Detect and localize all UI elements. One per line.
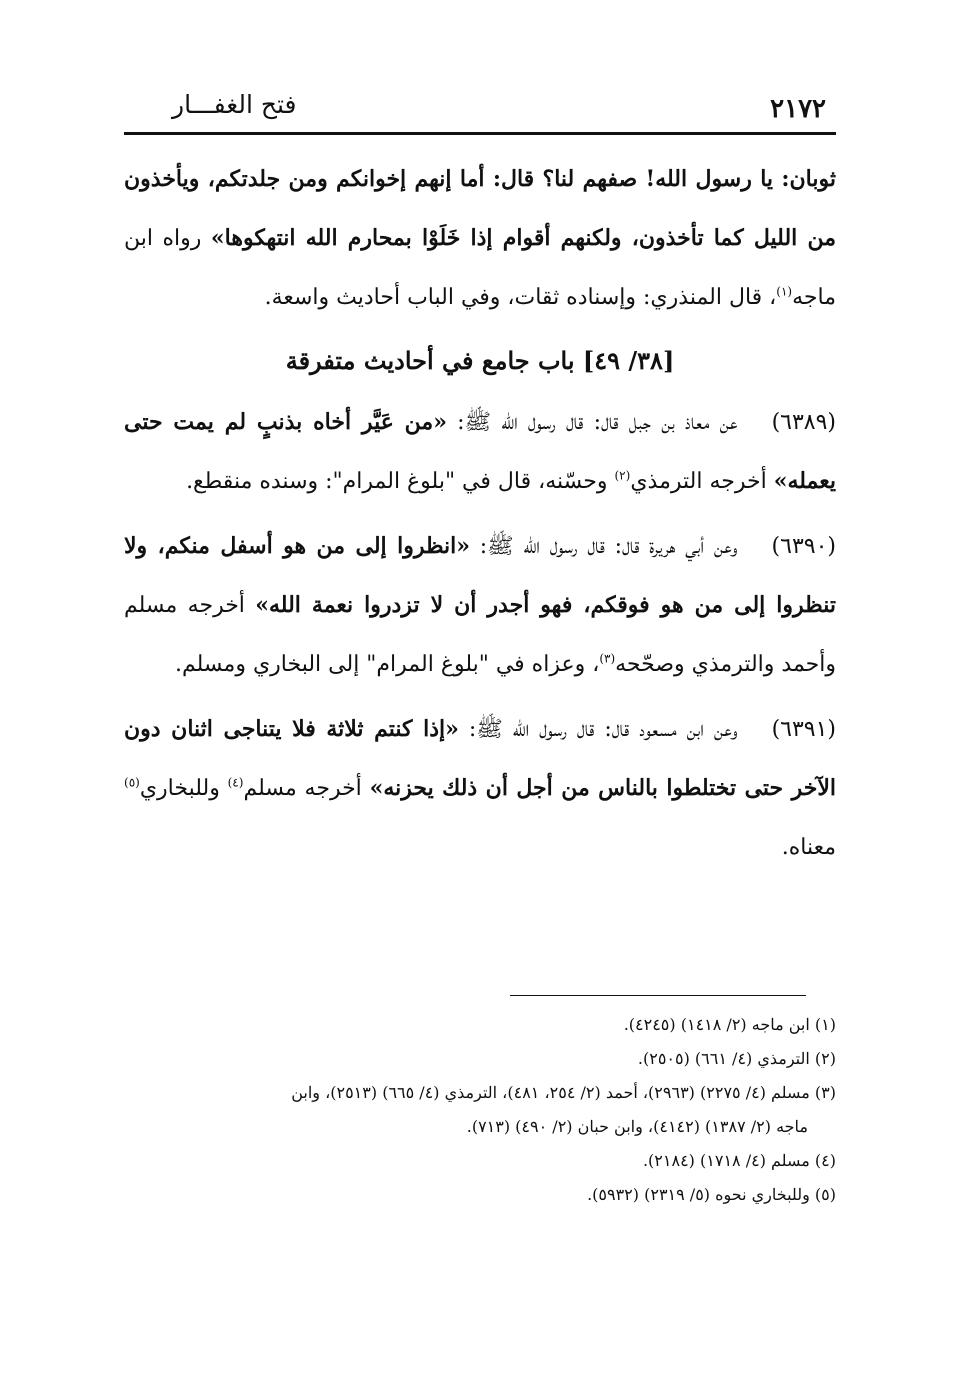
chapter-heading: [٣٨/ ٤٩] باب جامع في أحاديث متفرقة — [285, 346, 675, 375]
text-run: وعن ابن مسعود قال: قال رسول الله ﷺ: — [458, 717, 738, 742]
footnote-3 — [124, 1076, 836, 1144]
hadith-number: (٦٣٩٠) — [771, 534, 836, 559]
footnote-ref: (١) — [776, 284, 793, 299]
hadith-6391 — [124, 700, 836, 877]
text-run: أخرجه مسلم وأحمد والترمذي وصحّحه — [124, 593, 836, 677]
text-run: وللبخاري — [139, 776, 228, 801]
footnote-ref: (٣) — [599, 651, 616, 666]
text-run: معناه. — [781, 835, 836, 860]
paragraph-continuation — [124, 150, 836, 327]
footnote-ref: (٤) — [227, 775, 244, 790]
footnote-4: (٤) مسلم (٤/ ١٧١٨) (٢١٨٤). — [642, 1151, 836, 1170]
hadith-6389 — [124, 393, 836, 511]
text-run: عن معاذ بن جبل قال: قال رسول الله ﷺ: — [446, 410, 738, 435]
text-run: وحسّنه، قال في "بلوغ المرام": وسنده منقطع. — [186, 469, 615, 494]
text-run: وعن أبي هريرة قال: قال رسول الله ﷺ: — [470, 534, 738, 559]
footnote-1: (١) ابن ماجه (٢/ ١٤١٨) (٤٢٤٥). — [623, 1015, 836, 1034]
main-text — [124, 150, 836, 877]
page-number: ٢١٧٢ — [770, 94, 826, 124]
hadith-6390 — [124, 517, 836, 694]
text-run: أخرجه مسلم — [243, 776, 370, 801]
footnote-ref: (٢) — [614, 468, 631, 483]
hadith-quote: «إذا كنتم ثلاثة فلا يتناجى اثنان دون الآخر حتى تختلطوا بالناس من أجل أن ذلك يحزنه» — [124, 716, 836, 801]
footnote-5: (٥) وللبخاري نحوه (٥/ ٢٣١٩) (٥٩٣٢). — [587, 1185, 836, 1204]
footnote-3-line-1: (٣) مسلم (٤/ ٢٢٧٥) (٢٩٦٣)، أحمد (٢/ ٢٥٤، ٤٨١)، الترمذي (٤/ ٦٦٥) (٢٥١٣)، وابن — [291, 1083, 836, 1102]
hadith-number: (٦٣٨٩) — [771, 410, 837, 435]
hadith-number: (٦٣٩١) — [771, 717, 837, 742]
footnotes — [124, 1008, 836, 1212]
text-run: أخرجه الترمذي — [630, 469, 774, 494]
text-run: ، قال المنذري: وإسناده ثقات، وفي الباب أحاديث واسعة. — [264, 285, 777, 310]
hadith-quote: «انظروا إلى من هو أسفل منكم، ولا تنظروا إلى من هو فوقكم، فهو أجدر أن لا تزدروا نعمة الله» — [124, 533, 836, 618]
footnote-3-line-2: ماجه (٢/ ١٣٨٧) (٤١٤٢)، وابن حبان (٢/ ٤٩٠) (٧١٣). — [466, 1117, 808, 1136]
book-title: فتح الغفـــار — [172, 90, 297, 119]
footnote-2: (٢) الترمذي (٤/ ٦٦١) (٢٥٠٥). — [637, 1049, 836, 1068]
running-header — [124, 88, 836, 132]
footnote-ref: (٥) — [124, 775, 140, 790]
footnote-rule — [510, 995, 806, 996]
header-rule — [124, 132, 836, 135]
text-run: ، وعزاه في "بلوغ المرام" إلى البخاري ومسلم. — [175, 652, 600, 677]
hadith-quote: ثوبان: يا رسول الله! صفهم لنا؟ قال: أما إنهم إخوانكم ومن جلدتكم، ويأخذون من الليل كما تأخذون، ولكنهم أقوام إذا خَلَوْا بمحارم الله انتهكوها» — [124, 166, 836, 251]
text-run: رواه ابن ماجه — [124, 226, 836, 310]
hadith-quote: «من عَيَّر أخاه بذنبٍ لم يمت حتى يعمله» — [124, 409, 836, 494]
